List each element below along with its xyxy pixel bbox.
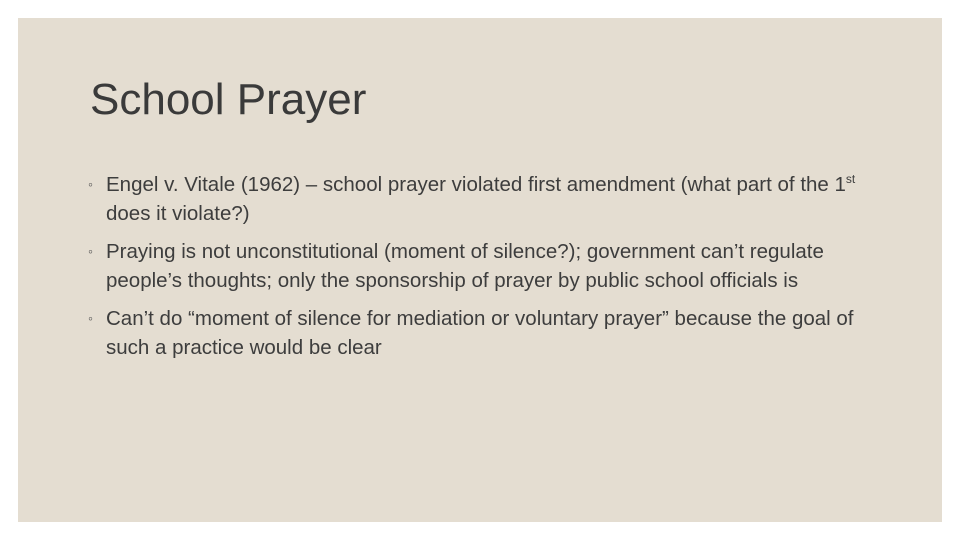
- bullet-item-engel: [88, 170, 878, 228]
- bullet-text: Can’t do “moment of silence for mediation or voluntary prayer” because the goal of such a practice would be clear: [106, 307, 854, 359]
- bullet-marker-icon: ◦: [88, 243, 93, 259]
- bullet-item-moment-of-silence: [88, 304, 878, 362]
- slide-title: School Prayer: [90, 75, 367, 124]
- bullet-superscript: st: [845, 172, 856, 187]
- bullet-text: Praying is not unconstitutional (moment of silence?); government can’t regulate people’s thoughts; only the sponsorship of prayer by public school officials is: [106, 240, 824, 292]
- bullet-list: [88, 170, 878, 371]
- bullet-marker-icon: ◦: [88, 310, 93, 326]
- bullet-text-after: does it violate?): [106, 202, 250, 225]
- bullet-marker-icon: ◦: [88, 176, 93, 192]
- bullet-text-before: Engel v. Vitale (1962) – school prayer violated first amendment (what part of the 1: [106, 173, 846, 196]
- bullet-item-praying: [88, 237, 878, 295]
- slide: [18, 18, 942, 522]
